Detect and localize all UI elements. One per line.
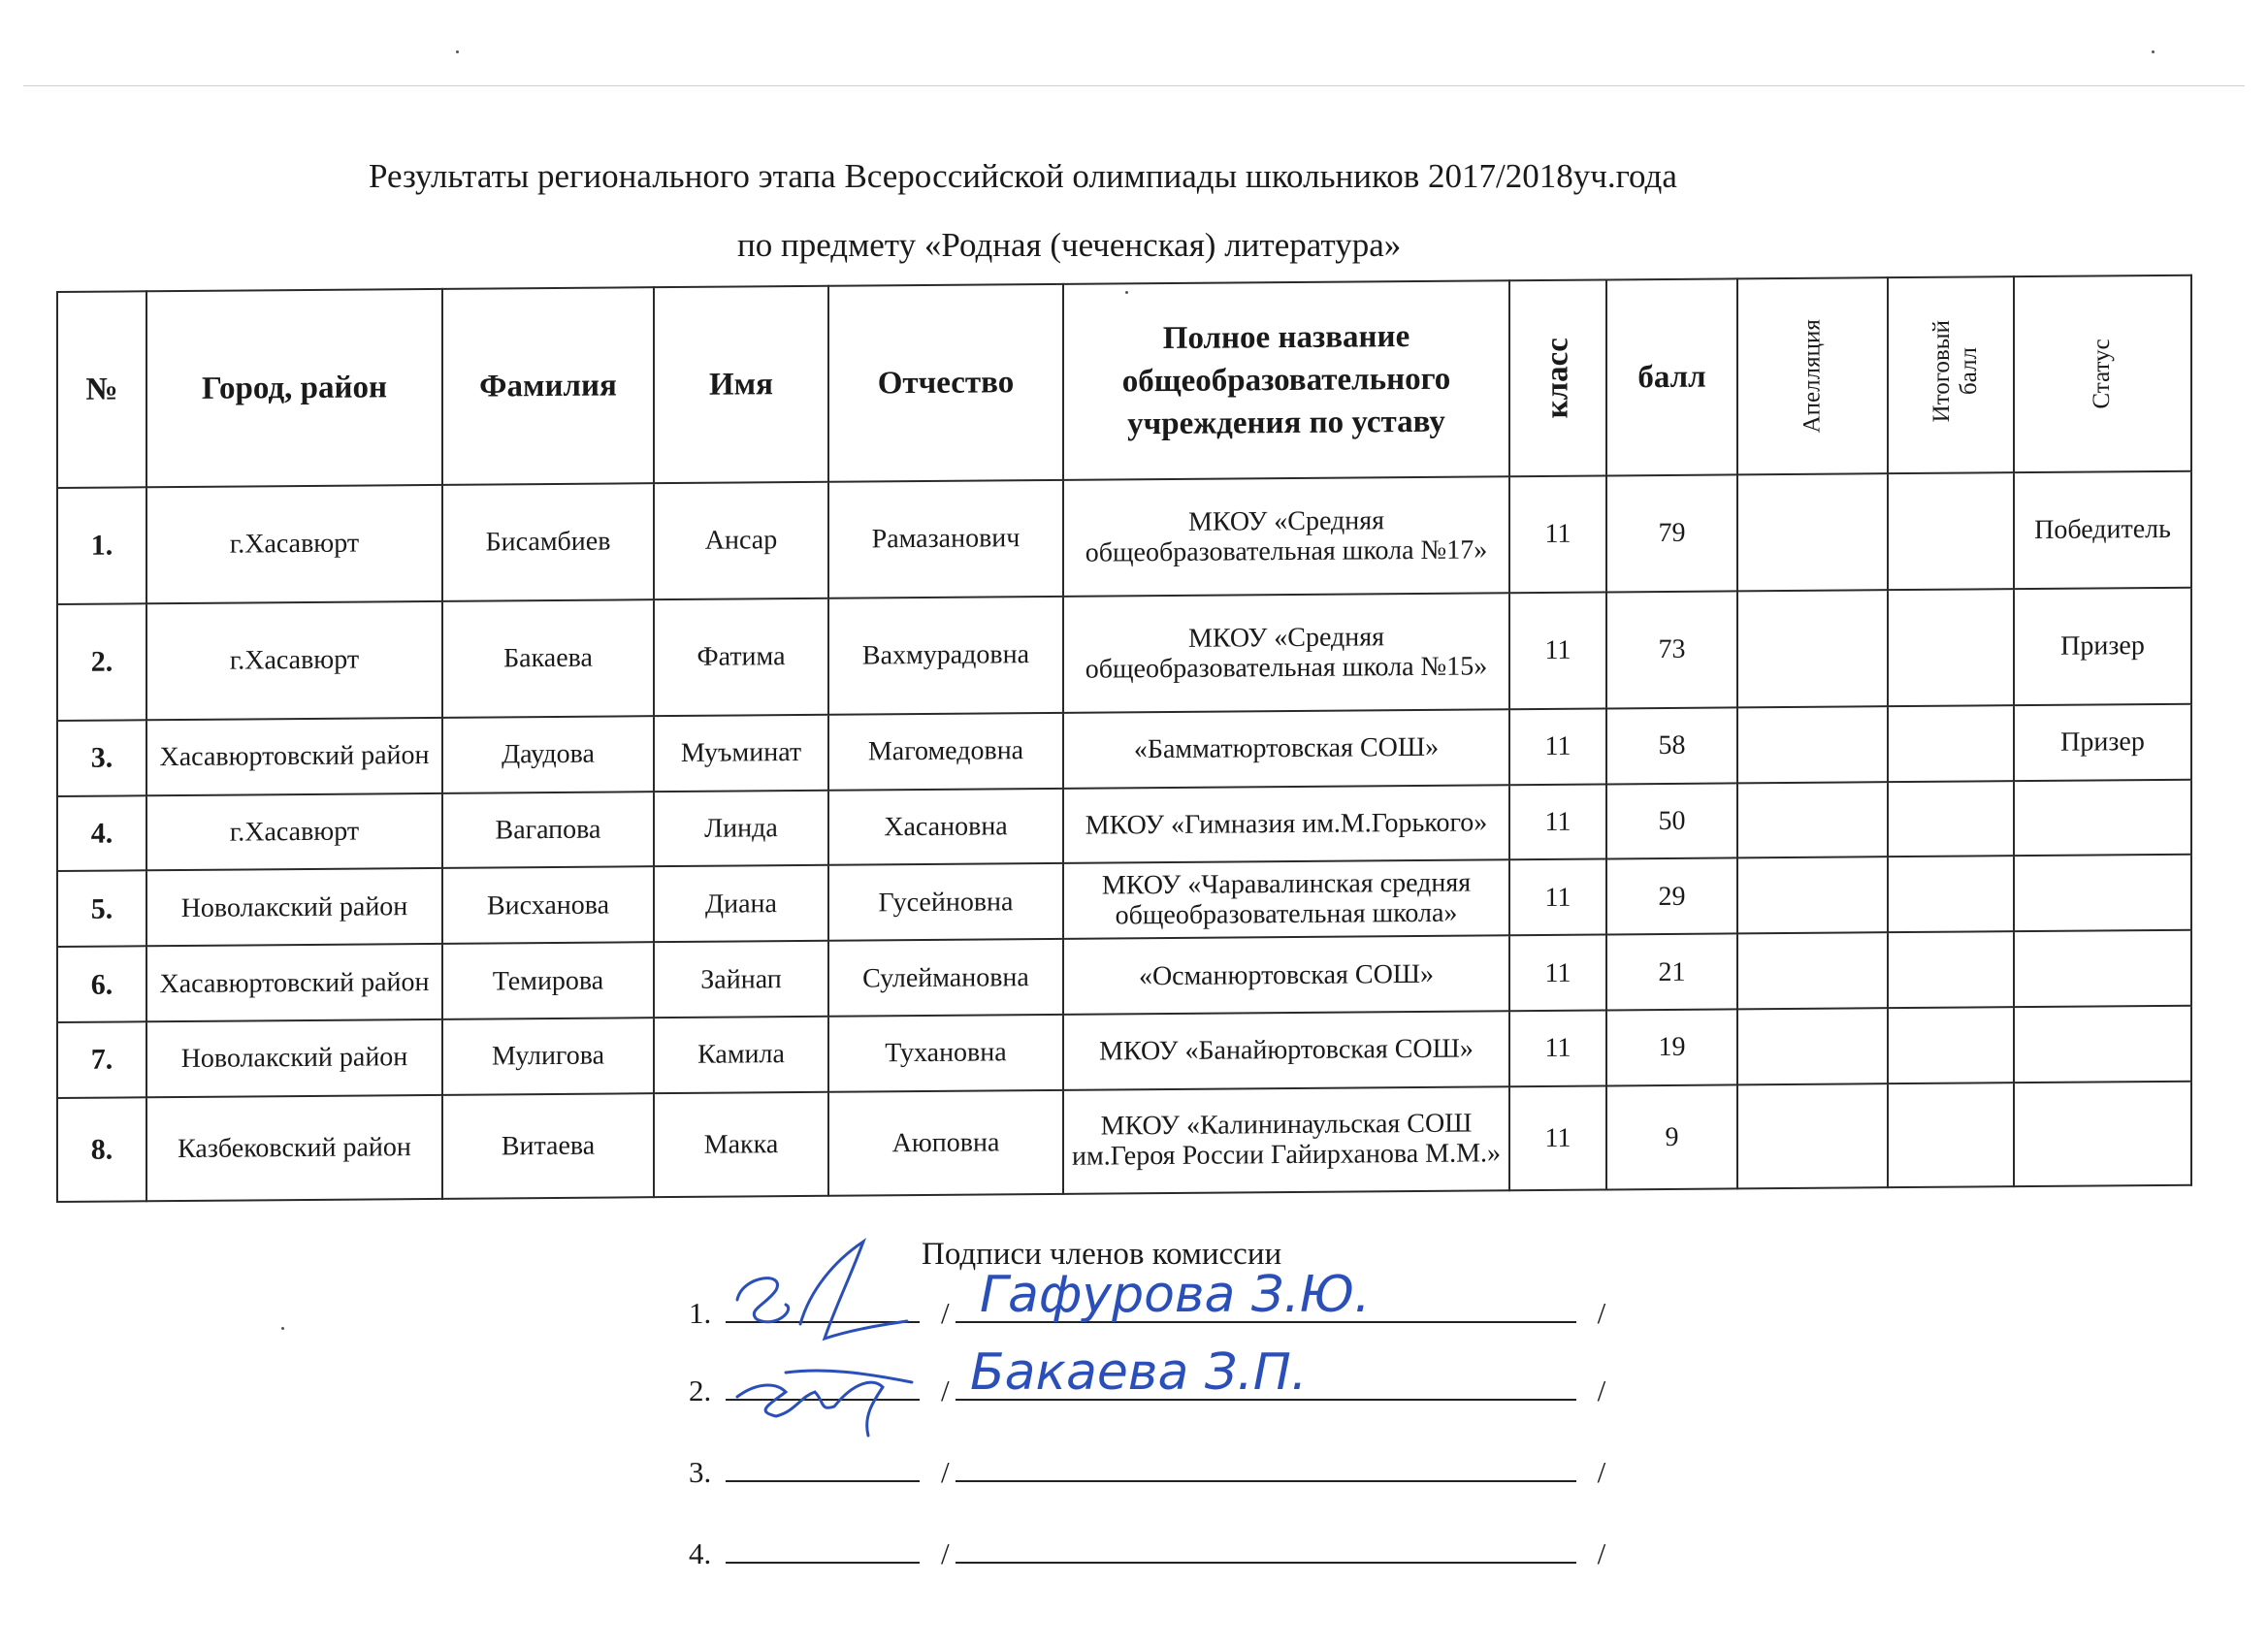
cell-final: [1888, 931, 2014, 1008]
scan-speck: [2152, 50, 2155, 53]
cell-grade: 11: [1509, 784, 1606, 860]
scan-speck: [456, 50, 459, 53]
cell-appeal: [1737, 706, 1888, 783]
cell-num: 4.: [57, 795, 146, 872]
cell-city: г.Хасавюрт: [146, 601, 442, 720]
cell-school: МКОУ «Гимназия им.М.Горького»: [1063, 785, 1509, 863]
signature-line-3: [689, 1455, 1611, 1490]
cell-num: 1.: [57, 487, 146, 604]
signatures-title: Подписи членов комиссии: [922, 1237, 1282, 1272]
cell-school: МКОУ «Банайюртовская СОШ»: [1063, 1011, 1509, 1089]
signature-mark-1: [718, 1232, 912, 1358]
cell-appeal: [1737, 473, 1888, 591]
cell-school: МКОУ «Средняя общеобразовательная школа №17»: [1063, 476, 1509, 596]
cell-surname: Висханова: [442, 866, 654, 944]
cell-num: 3.: [57, 720, 146, 796]
cell-num: 8.: [57, 1097, 146, 1202]
cell-grade: 11: [1509, 1010, 1606, 1086]
cell-name: Камила: [654, 1017, 828, 1093]
slash: /: [941, 1374, 950, 1407]
cell-school: МКОУ «Средняя общеобразовательная школа №15»: [1063, 593, 1509, 712]
cell-score: 73: [1606, 591, 1737, 708]
cell-score: 50: [1606, 783, 1737, 859]
cell-surname: Темирова: [442, 942, 654, 1019]
cell-grade: 11: [1509, 592, 1606, 709]
cell-school: МКОУ «Калининаульская СОШ им.Героя России Гайирханова М.М.»: [1063, 1086, 1509, 1194]
cell-grade: 11: [1509, 859, 1606, 936]
header-grade: [1509, 279, 1606, 476]
cell-num: 2.: [57, 603, 146, 721]
document-subtitle: по предмету «Родная (чеченская) литература»: [737, 226, 1402, 264]
cell-status: [2014, 779, 2191, 856]
cell-grade: 11: [1509, 1085, 1606, 1190]
cell-appeal: [1737, 782, 1888, 858]
cell-patronymic: Гусейновна: [828, 863, 1063, 941]
cell-patronymic: Хасановна: [828, 788, 1063, 865]
slash: /: [1597, 1374, 1606, 1407]
results-table: [56, 275, 2192, 1203]
header-appeal: [1737, 277, 1888, 474]
name-line: [956, 1538, 1576, 1564]
signature-blank: [726, 1538, 920, 1564]
cell-score: 9: [1606, 1084, 1737, 1189]
header-status: [2014, 275, 2191, 472]
signature-number: 1.: [689, 1296, 712, 1330]
header-school: Полное название общеобразовательного учреждения по уставу: [1063, 280, 1509, 480]
signature-line-4: [689, 1536, 1611, 1571]
cell-num: 7.: [57, 1021, 146, 1098]
cell-city: Хасавюртовский район: [146, 718, 442, 795]
cell-name: Ансар: [654, 482, 828, 599]
table-row: [57, 1081, 2191, 1202]
cell-appeal: [1737, 590, 1888, 707]
cell-name: Макка: [654, 1091, 828, 1197]
cell-name: Муъминат: [654, 714, 828, 791]
cell-final: [1888, 781, 2014, 857]
cell-surname: Мулигова: [442, 1018, 654, 1095]
cell-status: [2014, 855, 2191, 931]
slash: /: [1597, 1455, 1606, 1489]
scan-speck: [281, 1327, 284, 1330]
signature-number: 3.: [689, 1455, 712, 1489]
cell-final: [1888, 856, 2014, 932]
cell-status: Победитель: [2014, 471, 2191, 589]
header-grade-text: класс: [1539, 338, 1575, 419]
cell-city: г.Хасавюрт: [146, 792, 442, 870]
cell-grade: 11: [1509, 935, 1606, 1012]
cell-surname: Вагапова: [442, 792, 654, 869]
cell-name: Диана: [654, 865, 828, 942]
handwritten-name-1: Гафурова З.Ю.: [980, 1266, 1371, 1324]
cell-status: [2014, 1006, 2191, 1083]
slash: /: [1597, 1536, 1606, 1570]
cell-city: г.Хасавюрт: [146, 485, 442, 603]
cell-surname: Даудова: [442, 716, 654, 793]
cell-score: 21: [1606, 933, 1737, 1010]
scan-edge-line: [23, 85, 2245, 86]
cell-score: 79: [1606, 474, 1737, 592]
signature-number: 4.: [689, 1536, 712, 1570]
cell-final: [1888, 589, 2014, 706]
slash: /: [1597, 1296, 1606, 1330]
header-status-text: Статус: [2089, 339, 2116, 409]
cell-final: [1888, 1007, 2014, 1083]
slash: /: [941, 1536, 950, 1570]
cell-final: [1888, 705, 2014, 782]
cell-patronymic: Тухановна: [828, 1015, 1063, 1092]
cell-patronymic: Сулеймановна: [828, 939, 1063, 1017]
header-name: Имя: [654, 286, 828, 483]
cell-patronymic: Вахмурадовна: [828, 597, 1063, 715]
cell-school: «Бамматюртовская СОШ»: [1063, 709, 1509, 788]
cell-num: 5.: [57, 871, 146, 948]
cell-surname: Витаева: [442, 1093, 654, 1199]
header-appeal-text: Апелляция: [1798, 319, 1826, 434]
cell-school: «Османюртовская СОШ»: [1063, 935, 1509, 1014]
header-score: балл: [1606, 278, 1737, 475]
cell-surname: Бакаева: [442, 599, 654, 718]
cell-appeal: [1737, 1083, 1888, 1189]
name-line: [956, 1457, 1576, 1482]
cell-score: 58: [1606, 707, 1737, 784]
cell-final: [1888, 1083, 2014, 1187]
cell-status: [2014, 1081, 2191, 1186]
cell-appeal: [1737, 932, 1888, 1009]
header-final-text: Итоговый балл: [1928, 320, 1982, 423]
cell-name: Фатима: [654, 598, 828, 716]
cell-status: Призер: [2014, 588, 2191, 705]
handwritten-name-2: Бакаева З.П.: [970, 1343, 1308, 1402]
cell-name: Линда: [654, 790, 828, 866]
signature-blank: [726, 1457, 920, 1482]
cell-surname: Бисамбиев: [442, 483, 654, 601]
table-row: [57, 471, 2191, 604]
header-num: №: [57, 291, 146, 488]
signature-number: 2.: [689, 1374, 712, 1407]
cell-appeal: [1737, 857, 1888, 933]
cell-status: Призер: [2014, 703, 2191, 780]
cell-city: Новолакский район: [146, 868, 442, 946]
cell-school: МКОУ «Чаравалинская средняя общеобразовательная школа»: [1063, 860, 1509, 939]
header-surname: Фамилия: [442, 287, 654, 485]
slash: /: [941, 1296, 950, 1330]
signature-mark-2: [728, 1343, 922, 1440]
cell-city: Новолакский район: [146, 1019, 442, 1097]
results-table-wrapper: [56, 275, 2190, 1203]
table-row: [57, 588, 2191, 721]
cell-name: Зайнап: [654, 941, 828, 1018]
cell-patronymic: Магомедовна: [828, 713, 1063, 791]
cell-num: 6.: [57, 946, 146, 1022]
header-city: Город, район: [146, 289, 442, 487]
cell-grade: 11: [1509, 475, 1606, 593]
cell-city: Казбековский район: [146, 1095, 442, 1202]
slash: /: [941, 1455, 950, 1489]
document-title: Результаты регионального этапа Всероссийской олимпиады школьников 2017/2018уч.года: [369, 157, 1677, 195]
header-patronymic: Отчество: [828, 284, 1063, 482]
header-final: [1888, 276, 2014, 473]
cell-patronymic: Аюповна: [828, 1090, 1063, 1196]
cell-score: 19: [1606, 1009, 1737, 1085]
cell-final: [1888, 472, 2014, 590]
header-row: [57, 275, 2191, 488]
cell-patronymic: Рамазанович: [828, 480, 1063, 598]
cell-score: 29: [1606, 858, 1737, 935]
cell-city: Хасавюртовский район: [146, 944, 442, 1021]
cell-appeal: [1737, 1008, 1888, 1084]
cell-status: [2014, 930, 2191, 1007]
cell-grade: 11: [1509, 708, 1606, 785]
